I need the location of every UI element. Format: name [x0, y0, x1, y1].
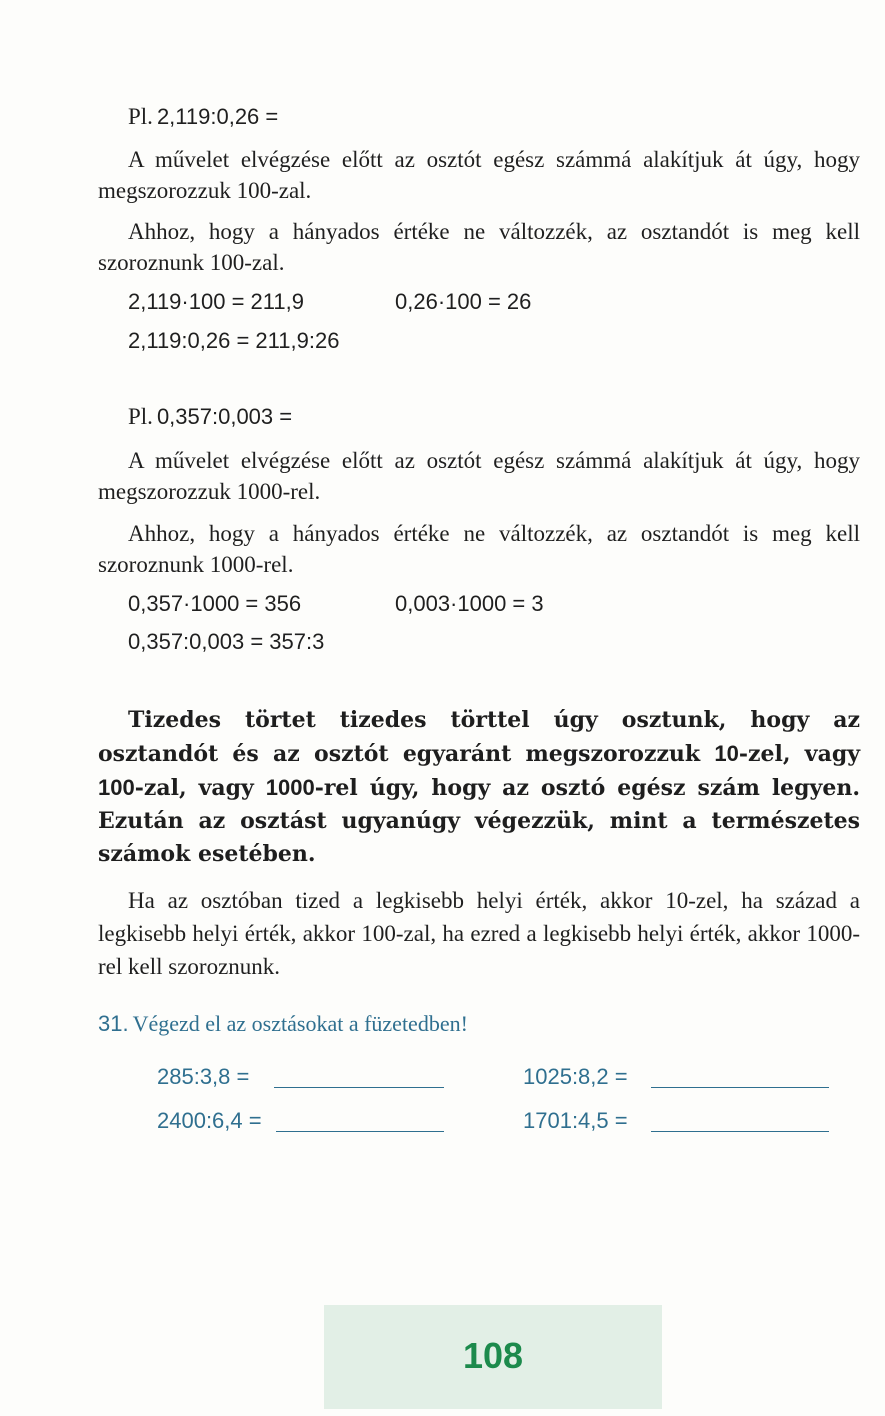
example2-calc-1: 0,357·1000 = 356	[128, 591, 302, 616]
example1-heading	[128, 104, 278, 130]
rule-paragraph	[98, 704, 860, 871]
example2-heading	[128, 404, 292, 430]
example2-expression: 0,357:0,003 =	[156, 404, 293, 429]
example2-calc-3: 0,357:0,003 = 357:3	[128, 629, 325, 654]
exercise-item-4: 1701:4,5 =	[523, 1108, 628, 1133]
example2-paragraph-1: A művelet elvégzése előtt az osztót egész számmá alakítjuk át úgy, hogy megszorozzuk 1000-rel.	[98, 448, 860, 504]
rule-number-10: 10	[714, 741, 739, 766]
page-number-box	[324, 1305, 662, 1409]
rule-text-1: Tizedes törtet tizedes törttel úgy osztunk, hogy az osztandót és az osztót egyaránt megszorozzuk	[98, 707, 860, 767]
rule-text-4: -rel úgy, hogy az osztó egész szám legyen. Ezután az osztást ugyanúgy végezzük, mint a természetes számok esetében.	[98, 775, 860, 867]
example1-calc-2: 0,26·100 = 26	[395, 289, 532, 314]
page-number: 108	[462, 1335, 524, 1376]
example1-label: Pl.	[128, 104, 153, 129]
example2-calc-2: 0,003·1000 = 3	[395, 591, 544, 616]
answer-blank-3[interactable]	[276, 1131, 444, 1132]
answer-blank-2[interactable]	[651, 1087, 829, 1088]
exercise-number: 31.	[98, 1011, 129, 1036]
example2-label: Pl.	[128, 404, 153, 429]
exercise-item-1: 285:3,8 =	[157, 1064, 250, 1089]
exercise-heading	[98, 1011, 468, 1037]
example1-calc-1: 2,119·100 = 211,9	[128, 289, 304, 314]
rule-number-1000: 1000	[265, 775, 315, 800]
exercise-item-2: 1025:8,2 =	[523, 1064, 628, 1089]
rule-text-3: -zal, vagy	[134, 775, 266, 801]
example1-paragraph-1: A művelet elvégzése előtt az osztót egész számmá alakítjuk át úgy, hogy megszorozzuk 100-zal.	[98, 147, 860, 203]
example2-paragraph-2: Ahhoz, hogy a hányados értéke ne változzék, az osztandót is meg kell szoroznunk 1000-rel.	[98, 521, 860, 577]
example1-paragraph-2: Ahhoz, hogy a hányados értéke ne változzék, az osztandót is meg kell szoroznunk 100-zal.	[98, 219, 860, 275]
exercise-item-3: 2400:6,4 =	[157, 1108, 262, 1133]
answer-blank-1[interactable]	[274, 1087, 444, 1088]
rule-number-100: 100	[98, 775, 135, 800]
rule-text-2: -zel, vagy	[738, 741, 860, 767]
answer-blank-4[interactable]	[651, 1131, 829, 1132]
example1-calc-3: 2,119:0,26 = 211,9:26	[128, 328, 340, 353]
exercise-title: Végezd el az osztásokat a füzetedben!	[132, 1011, 468, 1036]
note-paragraph: Ha az osztóban tized a legkisebb helyi érték, akkor 10-zel, ha század a legkisebb helyi érték, akkor 100-zal, ha ezred a legkisebb helyi érték, akkor 1000-rel kell szoroznunk.	[98, 888, 860, 979]
example1-expression: 2,119:0,26 =	[156, 104, 279, 129]
